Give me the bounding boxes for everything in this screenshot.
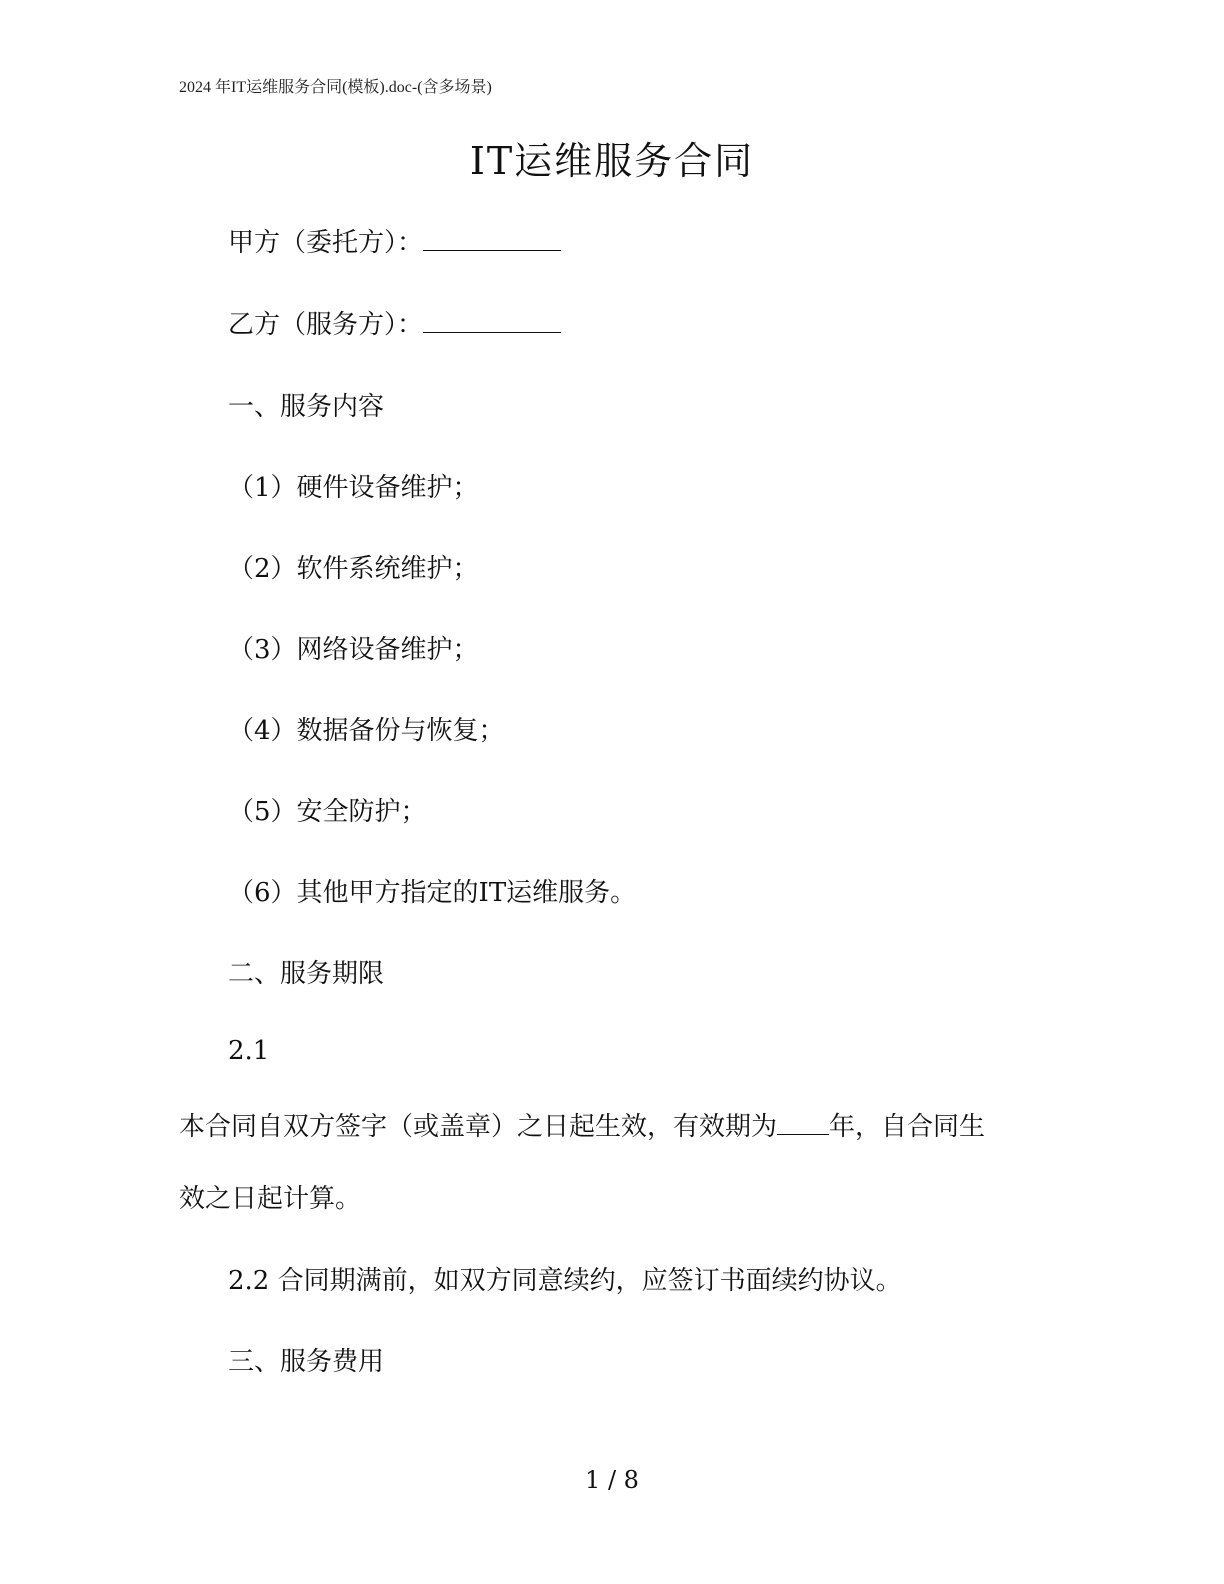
service-item: （5）安全防护； bbox=[228, 797, 427, 827]
party-b-blank bbox=[423, 332, 561, 333]
clause-2-1-text-b: 年，自合同生 bbox=[829, 1112, 986, 1142]
party-a-line bbox=[228, 222, 561, 259]
clause-2-1-number: 2.1 bbox=[228, 1036, 270, 1066]
service-item: （3）网络设备维护； bbox=[228, 635, 479, 665]
clause-2-1-text-a: 本合同自双方签字（或盖章）之日起生效，有效期为 bbox=[179, 1112, 778, 1142]
document-title: IT运维服务合同 bbox=[469, 139, 755, 183]
section-1-heading: 一、服务内容 bbox=[228, 392, 385, 422]
service-item: （2）软件系统维护； bbox=[228, 554, 479, 584]
party-a-label: 甲方（委托方）： bbox=[228, 228, 424, 258]
term-years-blank bbox=[777, 1134, 829, 1135]
party-b-label: 乙方（服务方）： bbox=[228, 310, 424, 340]
clause-2-2: 2.2 合同期满前，如双方同意续约，应签订书面续约协议。 bbox=[228, 1266, 902, 1296]
running-header: 2024 年IT运维服务合同(模板).doc-(含多场景) bbox=[179, 79, 492, 96]
clause-2-1-line-1 bbox=[179, 1106, 985, 1143]
section-3-heading: 三、服务费用 bbox=[228, 1347, 385, 1377]
service-item: （1）硬件设备维护； bbox=[228, 473, 479, 503]
party-a-blank bbox=[423, 250, 561, 251]
service-item: （4）数据备份与恢复； bbox=[228, 716, 505, 746]
service-item: （6）其他甲方指定的IT运维服务。 bbox=[228, 878, 637, 908]
page-indicator: 1 / 8 bbox=[585, 1466, 639, 1494]
section-2-heading: 二、服务期限 bbox=[228, 959, 385, 989]
clause-2-1-line-2: 效之日起计算。 bbox=[179, 1184, 362, 1214]
party-b-line bbox=[228, 304, 561, 341]
